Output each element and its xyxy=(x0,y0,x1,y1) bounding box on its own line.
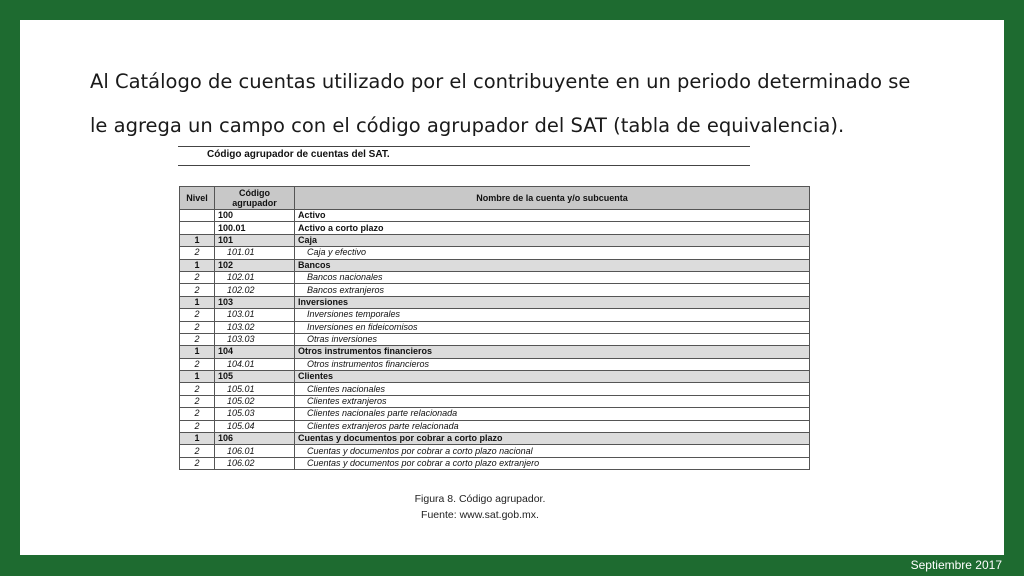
cell-nivel: 2 xyxy=(180,284,215,296)
cell-nivel: 2 xyxy=(180,271,215,283)
cell-codigo: 102.02 xyxy=(215,284,295,296)
cell-codigo: 104 xyxy=(215,346,295,358)
cell-nivel: 1 xyxy=(180,371,215,383)
cell-nombre: Otros instrumentos financieros xyxy=(295,346,810,358)
table-row xyxy=(180,333,810,345)
account-table xyxy=(179,186,810,470)
figure-title-bar xyxy=(178,146,750,166)
cell-nivel: 2 xyxy=(180,408,215,420)
cell-codigo: 105.03 xyxy=(215,408,295,420)
cell-codigo: 101.01 xyxy=(215,247,295,259)
column-header-nivel: Nivel xyxy=(180,187,215,210)
cell-nombre: Cuentas y documentos por cobrar a corto plazo xyxy=(295,433,810,445)
table-row xyxy=(180,457,810,469)
cell-codigo: 105.01 xyxy=(215,383,295,395)
table-row xyxy=(180,210,810,222)
cell-nivel xyxy=(180,210,215,222)
cell-codigo: 103.02 xyxy=(215,321,295,333)
cell-codigo: 106.02 xyxy=(215,457,295,469)
cell-nombre: Activo xyxy=(295,210,810,222)
caption-line-1: Figura 8. Código agrupador. xyxy=(414,493,546,505)
table-row xyxy=(180,408,810,420)
table-row xyxy=(180,383,810,395)
table-row xyxy=(180,259,810,271)
cell-nombre: Clientes extranjeros parte relacionada xyxy=(295,420,810,432)
cell-nivel: 2 xyxy=(180,321,215,333)
table-row xyxy=(180,309,810,321)
table-row xyxy=(180,420,810,432)
column-header-nombre: Nombre de la cuenta y/o subcuenta xyxy=(295,187,810,210)
cell-nombre: Clientes xyxy=(295,371,810,383)
heading-line-1: Al Catálogo de cuentas utilizado por el contribuyente en un periodo determinado se xyxy=(90,70,911,93)
cell-nombre: Clientes nacionales xyxy=(295,383,810,395)
cell-nivel: 1 xyxy=(180,234,215,246)
cell-nivel xyxy=(180,222,215,234)
cell-nivel: 2 xyxy=(180,457,215,469)
cell-nombre: Cuentas y documentos por cobrar a corto plazo extranjero xyxy=(295,457,810,469)
cell-codigo: 100.01 xyxy=(215,222,295,234)
cell-codigo: 102.01 xyxy=(215,271,295,283)
table-row xyxy=(180,284,810,296)
cell-codigo: 103 xyxy=(215,296,295,308)
table-row xyxy=(180,358,810,370)
cell-nivel: 2 xyxy=(180,358,215,370)
cell-nivel: 2 xyxy=(180,395,215,407)
cell-nombre: Clientes nacionales parte relacionada xyxy=(295,408,810,420)
figure-caption xyxy=(380,491,580,523)
cell-nombre: Inversiones temporales xyxy=(295,309,810,321)
column-header-codigo: Código agrupador xyxy=(215,187,295,210)
cell-nivel: 2 xyxy=(180,309,215,321)
cell-codigo: 105.04 xyxy=(215,420,295,432)
heading-line-2: le agrega un campo con el código agrupador del SAT (tabla de equivalencia). xyxy=(90,114,845,137)
table-row xyxy=(180,445,810,457)
cell-codigo: 104.01 xyxy=(215,358,295,370)
table-body xyxy=(180,210,810,470)
footer-date: Septiembre 2017 xyxy=(910,558,1002,572)
cell-nivel: 1 xyxy=(180,433,215,445)
table-row xyxy=(180,321,810,333)
cell-codigo: 106 xyxy=(215,433,295,445)
cell-nombre: Bancos nacionales xyxy=(295,271,810,283)
table-row xyxy=(180,247,810,259)
cell-nombre: Caja xyxy=(295,234,810,246)
cell-codigo: 100 xyxy=(215,210,295,222)
cell-nivel: 2 xyxy=(180,383,215,395)
cell-nombre: Inversiones xyxy=(295,296,810,308)
cell-nombre: Bancos extranjeros xyxy=(295,284,810,296)
table-row xyxy=(180,346,810,358)
cell-nivel: 1 xyxy=(180,259,215,271)
cell-codigo: 103.01 xyxy=(215,309,295,321)
cell-nombre: Otros instrumentos financieros xyxy=(295,358,810,370)
table-row xyxy=(180,433,810,445)
table-row xyxy=(180,222,810,234)
cell-codigo: 102 xyxy=(215,259,295,271)
table-row xyxy=(180,271,810,283)
table-row xyxy=(180,371,810,383)
cell-codigo: 103.03 xyxy=(215,333,295,345)
table-row xyxy=(180,296,810,308)
cell-nivel: 1 xyxy=(180,346,215,358)
table-header-row xyxy=(180,187,810,210)
table-row xyxy=(180,234,810,246)
caption-line-2: Fuente: www.sat.gob.mx. xyxy=(421,509,539,521)
cell-nombre: Activo a corto plazo xyxy=(295,222,810,234)
cell-nivel: 2 xyxy=(180,333,215,345)
figure-title: Código agrupador de cuentas del SAT. xyxy=(207,149,390,160)
cell-codigo: 106.01 xyxy=(215,445,295,457)
account-table-image xyxy=(179,186,811,476)
cell-codigo: 101 xyxy=(215,234,295,246)
cell-nivel: 1 xyxy=(180,296,215,308)
cell-nombre: Caja y efectivo xyxy=(295,247,810,259)
cell-nivel: 2 xyxy=(180,247,215,259)
cell-nivel: 2 xyxy=(180,420,215,432)
table-row xyxy=(180,395,810,407)
cell-nombre: Cuentas y documentos por cobrar a corto plazo nacional xyxy=(295,445,810,457)
cell-codigo: 105 xyxy=(215,371,295,383)
cell-nombre: Inversiones en fideicomisos xyxy=(295,321,810,333)
cell-nombre: Clientes extranjeros xyxy=(295,395,810,407)
slide-heading xyxy=(90,60,950,148)
cell-codigo: 105.02 xyxy=(215,395,295,407)
cell-nombre: Bancos xyxy=(295,259,810,271)
cell-nombre: Otras inversiones xyxy=(295,333,810,345)
cell-nivel: 2 xyxy=(180,445,215,457)
